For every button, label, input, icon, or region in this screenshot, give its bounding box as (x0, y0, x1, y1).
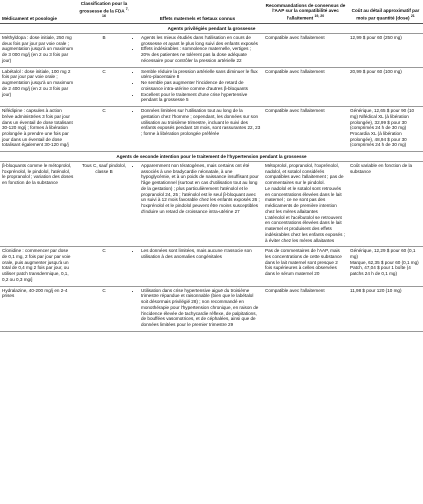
cost-cell: 20,99 $ pour 60 (100 mg) (348, 67, 423, 106)
table-row-methyldopa (0, 34, 423, 68)
cost-cell: Générique, 12,65 $ pour 90 (10 mg) Nifédical XL (à libération prolongée), 32,99 $ pour 30 (comprimés 24 h de 30 mg) Procardia XL (à libération prolongée), 48,94 $ pour 30 (comprimés 24 h de 30 mg) (348, 107, 423, 152)
fda-cell: Tous C, sauf pindolol, classe B (76, 161, 132, 246)
drug-cell: Nifédipine : capsules à action brève administrées 3 fois par jour dans un éventail de dose totalisant 30-120 mg/j ; formes à libération prolongée à prendre une fois par jour dans un éventail de dose totalisant également 30-120 mg/j (0, 107, 76, 152)
cost-cell: 11,98 $ pour 120 (10 mg) (348, 286, 423, 331)
cost-cell: Générique, 12,29 $ pour 60 (0,1 mg) Marque, 62,35 $ pour 60 (0,1 mg) Patch, 47,04 $ pour 1 boîte (4 patchs 24 h de 0,1 mg) (348, 247, 423, 286)
effect-item: • Utilisation dans crise hypertensive aiguë du troisième trimestre répandue et raisonnable (bien que le labétalol soit désormais privilégié 28) ; non recommandé en monothérapie pour l'hypertension chronique, en raison de l'incidence élevée de tachycardie réflexe, de palpitations, de bouffées vasomotrices, et de céphalées, ainsi que de données limitées pour le premier trimestre 29 (141, 288, 261, 328)
effects-cell (132, 67, 263, 106)
table-row-nifedipine (0, 107, 423, 152)
effects-cell (132, 107, 263, 152)
aap-cell: Compatible avec l'allaitement (263, 286, 348, 331)
header-cost: Coût au détail approximatif par mois par quantité (dose) $^{21}$ (348, 0, 423, 24)
effect-item: • Données limitées sur l'utilisation tout au long de la gestation chez l'homme ; cependant, les données sur son utilisation au troisième trimestre, incluant le suivi des enfants exposés pendant 18 mois, sont rassurantes 22, 23 ; forme à libération prolongée préférée (141, 108, 261, 137)
effect-item: • Ne semble pas augmenter l'incidence de retard de croissance intra-utérine comme d'autres β-bloquants (141, 80, 261, 91)
effect-item: • Les données sont limitées, mais aucune n'associe son utilisation à des anomalies congénitales (141, 248, 261, 259)
table-header-row (0, 0, 423, 24)
table-row-hydralazine (0, 286, 423, 331)
effect-item: • Apparemment non tératogènes, mais certains ont été associés à une bradycardie néonatale, à une hypoglycémie, et à un poids de naissance insuffisant pour l'âge gestationnel (surtout en cas d'utilisation tout au long de la gestation) ; plus particulièrement l'aténolol et le propranolol 24, 25 ; l'aténolol est le seul β-bloquant avec un suivi à 12 mois favorable chez les enfants exposés 26 ; l'oxprénolol et le pindolol peuvent être moins susceptibles d'induire un retard de croissance intra-utérine 27 (141, 163, 261, 215)
aap-cell: Pas de commentaires de l'AAP, mais les concentrations de cette substance dans le lait maternel sont presque 2 fois supérieures à celles observées dans le sérum maternel 20 (263, 247, 348, 286)
drug-cell: Méthyldopa : dose initiale, 250 mg deux fois par jour par voie orale ; augmentation jusqu'à un maximum de 3 000 mg/j (en 2 ou 3 fois par jour) (0, 34, 76, 68)
header-drug: Médicament et posologie (0, 0, 76, 24)
effect-item: • Semble réduire la pression artérielle sans diminuer le flux utéro-placentaire 8 (141, 69, 261, 80)
cost-cell: Coût variable en fonction de la substance (348, 161, 423, 246)
effects-cell (132, 286, 263, 331)
cost-cell: 12,99 $ pour 60 (250 mg) (348, 34, 423, 68)
drug-cell: Labétalol : dose initiale, 100 mg 2 fois par jour par voie orale ; augmentation jusqu'à un maximum de 2 400 mg/j (en 2 ou 3 fois par jour) (0, 67, 76, 106)
drug-cell: β-bloquants comme le métoprolol, l'oxprénolol, le pindolol, l'aténolol, le propranolol ; variation des doses en fonction de la substance (0, 161, 76, 246)
effect-item: • Effets indésirables : somnolence maternelle, vertiges ; 20% des patientes ne tolèrent pas la dose adéquate nécessaire pour contrôler la pression artérielle 22 (141, 46, 261, 63)
fda-cell: B (76, 34, 132, 68)
fda-cell: C (76, 67, 132, 106)
section-row-second-line: Agents de seconde intention pour le traitement de l'hypertension pendant la grossesse (0, 152, 423, 162)
aap-cell: Compatible avec l'allaitement (263, 67, 348, 106)
fda-cell: C (76, 107, 132, 152)
table-row-betablockers (0, 161, 423, 246)
table-row-labetalol (0, 67, 423, 106)
header-effects: Effets maternels et fœtaux connus (132, 0, 263, 24)
drug-cell: Hydralazine, 40-200 mg/j en 2-4 prises (0, 286, 76, 331)
table-row-clonidine (0, 247, 423, 286)
aap-cell: Compatible avec l'allaitement (263, 34, 348, 68)
header-fda-class: Classification pour la grossesse de la FDA $^{7, 16}$ (76, 0, 132, 24)
effects-cell (132, 247, 263, 286)
effect-item: • Agents les mieux étudiés dans l'utilisation en cours de grossesse et ayant le plus long suivi des enfants exposés (141, 35, 261, 46)
aap-cell: Compatible avec l'allaitement (263, 107, 348, 152)
header-aap: Recommandations de consensus de l'AAP sur la compatibilité avec l'allaitement $^{19, 20}$ (263, 0, 348, 24)
effect-item: • Excellent pour le traitement d'une crise hypertensive pendant la grossesse 5 (141, 92, 261, 103)
effects-cell (132, 34, 263, 68)
aap-cell: Métoprolol, propranolol, l'oxprénolol, nadolol, et sotalol considérés compatibles avec l'allaitement ; pas de commentaires sur le pindolol. Le nadolol et le sotalol sont retrouvés en concentrations élevées dans le lait maternel ; ce ne sont pas des médicaments de première intention chez les mères allaitantes L'aténolol et l'acébutolol se retrouvent en concentrations élevées dans le lait maternel et produisent des effets indésirables chez les enfants exposés ; à éviter chez les mères allaitantes (263, 161, 348, 246)
drug-cell: Clonidine : commencer par dose de 0,1 mg, 2 fois par jour par voie orale, puis augmenter jusqu'à un total de 0,4 mg 2 fois par jour, ou utiliser patch transdermique, 0,1, 0,2 ou 0,3 mg/j (0, 247, 76, 286)
section-row-preferred: Agents privilégiés pendant la grossesse (0, 24, 423, 34)
fda-cell: C (76, 286, 132, 331)
fda-cell: C (76, 247, 132, 286)
effects-cell (132, 161, 263, 246)
